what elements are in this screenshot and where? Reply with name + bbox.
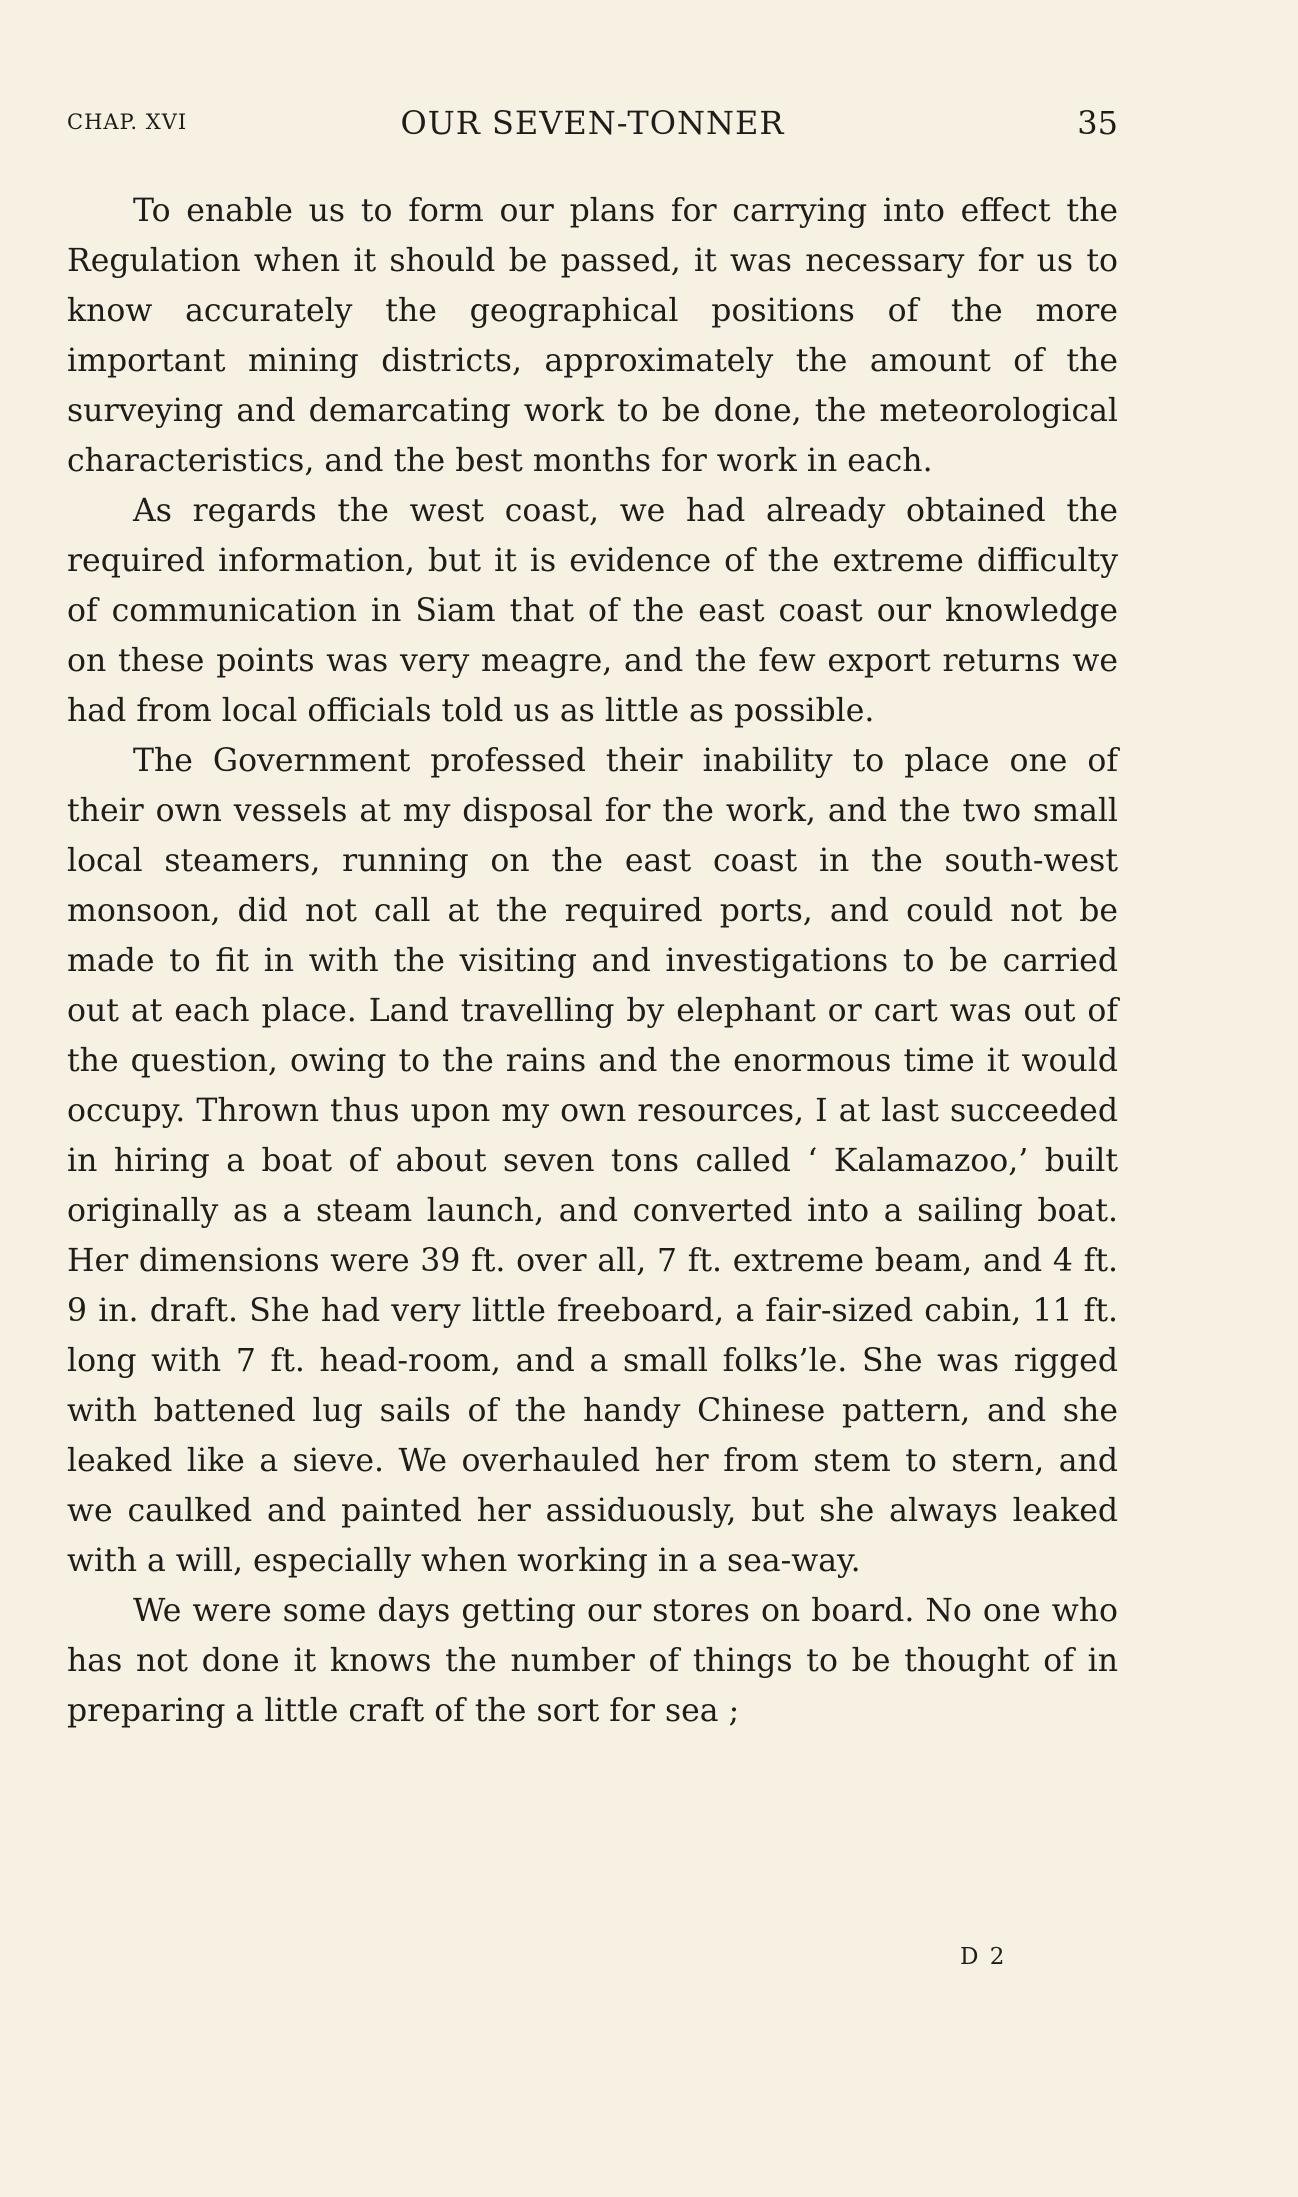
chapter-label: CHAP. XVI xyxy=(67,110,188,134)
body-text xyxy=(67,186,1118,1736)
page-number: 35 xyxy=(1077,104,1118,142)
paragraph: The Government professed their inability to place one of their own vessels at my disposal for the work, and the two small local steamers, running on the east coast in the south-west monsoon, did not call at the required ports, and could not be made to fit in with the visiting and investigations to be carried out at each place. Land travelling by elephant or cart was out of the question, owing to the rains and the enormous time it would occupy. Thrown thus upon my own resources, I at last succeeded in hiring a boat of about seven tons called ‘ Kalamazoo,’ built originally as a steam launch, and converted into a sailing boat. Her dimensions were 39 ft. over all, 7 ft. extreme beam, and 4 ft. 9 in. draft. She had very little freeboard, a fair-sized cabin, 11 ft. long with 7 ft. head-room, and a small folks’le. She was rigged with battened lug sails of the handy Chinese pattern, and she leaked like a sieve. We overhauled her from stem to stern, and we caulked and painted her assiduously, but she always leaked with a will, especially when working in a sea-way. xyxy=(67,743,1118,1579)
chapter-title: OUR SEVEN-TONNER xyxy=(400,104,785,142)
paragraph: We were some days getting our stores on board. No one who has not done it knows the number of things to be thought of in preparing a little craft of the sort for sea ; xyxy=(67,1593,1118,1729)
running-head xyxy=(67,104,1118,144)
paragraph: As regards the west coast, we had already obtained the required information, but it is evidence of the extreme difficulty of communication in Siam that of the east coast our knowledge on these points was very meagre, and the few export returns we had from local officials told us as little as possible. xyxy=(67,493,1118,729)
signature-mark: D 2 xyxy=(960,1944,1007,1970)
paragraph: To enable us to form our plans for carrying into effect the Regulation when it should be passed, it was necessary for us to know accurately the geographical positions of the more important mining districts, approximately the amount of the surveying and demarcating work to be done, the meteorological characteristics, and the best months for work in each. xyxy=(67,193,1118,479)
